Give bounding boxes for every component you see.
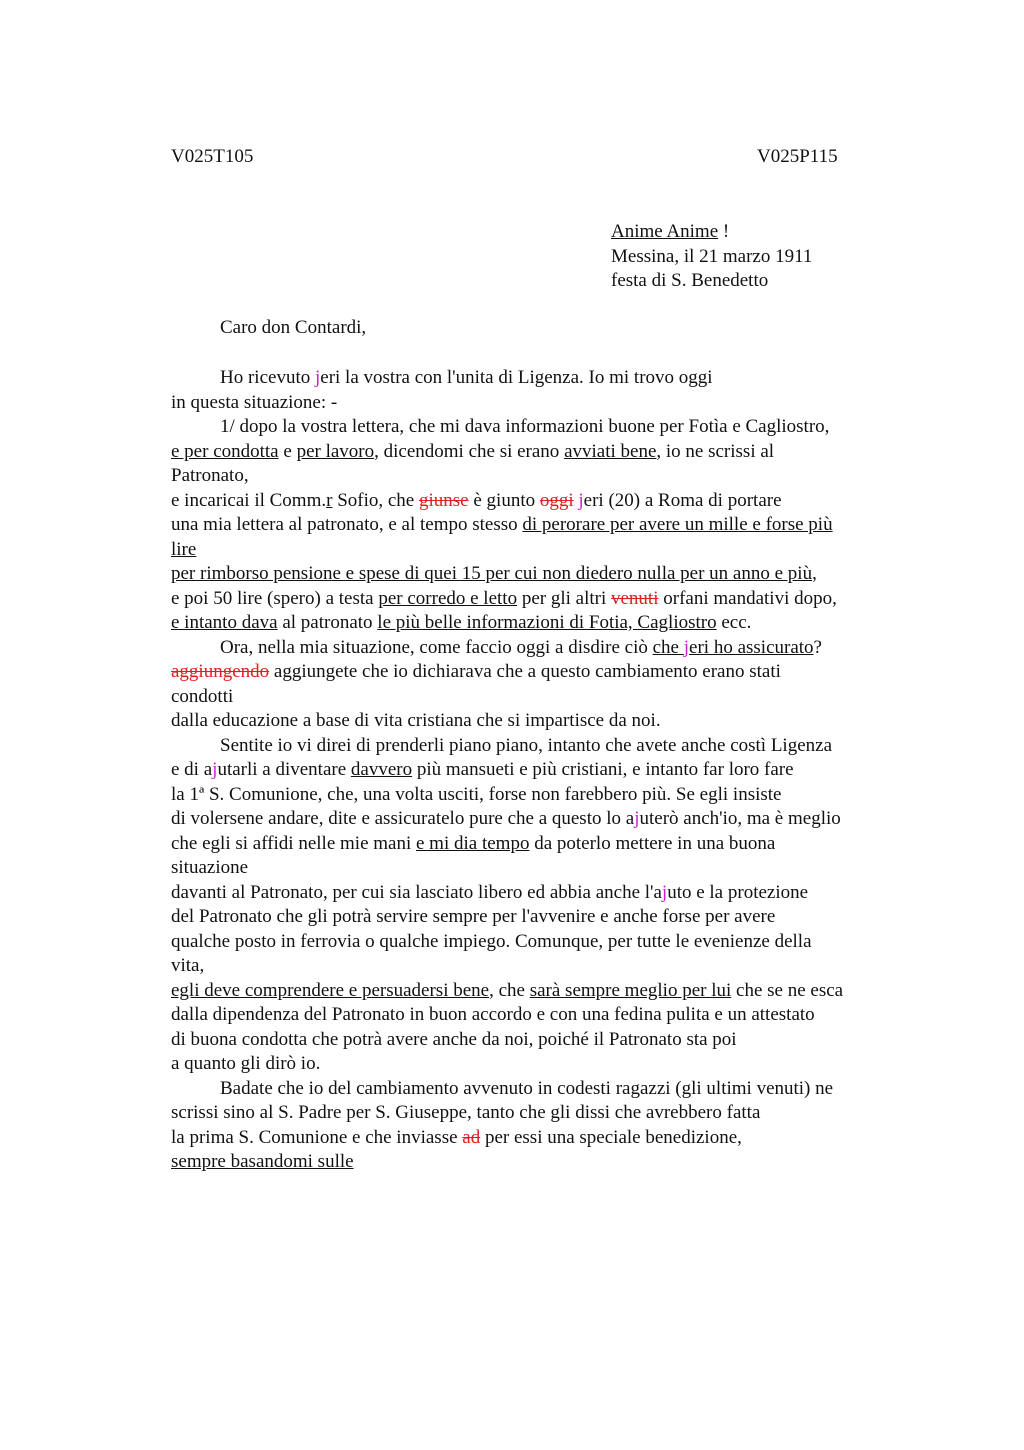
text-segment: Patronato,: [171, 465, 249, 486]
underlined-text: avviati bene: [564, 440, 657, 462]
text-segment: ,: [812, 563, 817, 584]
motto-suffix: !: [718, 221, 730, 242]
text-segment: in questa situazione: -: [171, 391, 338, 413]
letter-line: [171, 954, 911, 979]
letter-line: [171, 489, 911, 514]
salutation: Caro don Contardi,: [220, 317, 367, 338]
place-date: Messina, il 21 marzo 1911: [611, 245, 813, 267]
underlined-text: le più belle informazioni di Fotia, Cagliostro: [377, 612, 717, 633]
letter-line: [171, 905, 911, 930]
text-segment: che se ne esca: [731, 979, 844, 1001]
text-segment: e di a: [171, 759, 213, 780]
text-segment: utarli a diventare: [217, 759, 351, 780]
text-segment: , dicendomi che si erano: [374, 440, 565, 462]
underlined-text: eri ho assicurato: [689, 636, 814, 658]
motto: Anime Anime: [611, 221, 719, 242]
letter-line: [171, 979, 911, 1004]
letter-line: [171, 391, 911, 416]
text-segment: , che: [489, 979, 530, 1001]
letter-line: [171, 440, 911, 465]
text-segment: per essi una speciale benedizione,: [480, 1126, 742, 1148]
document-code-left: V025T105: [171, 146, 254, 167]
motto-line: [611, 220, 812, 245]
underlined-text: e mi dia tempo: [416, 832, 530, 854]
letter-line: [171, 660, 911, 685]
letter-line: [171, 807, 911, 832]
text-segment: del Patronato che gli potrà servire sempre per l'avvenire e anche forse per avere: [171, 906, 776, 927]
letter-line: [171, 930, 911, 955]
text-segment: a quanto gli dirò io.: [171, 1053, 321, 1074]
underlined-text: di perorare per avere un mille e forse più: [522, 514, 833, 535]
underlined-text: per lavoro: [296, 440, 375, 462]
text-segment: condotti: [171, 685, 234, 707]
text-segment: da poterlo mettere in una buona: [529, 832, 776, 854]
inserted-letter: j: [661, 881, 668, 903]
text-segment: la 1ª S. Comunione, che, una volta usciti, forse non farebbero più. Se egli insiste: [171, 783, 782, 805]
text-segment: ?: [813, 636, 822, 658]
text-segment: , io ne scrissi al: [656, 440, 775, 462]
letter-line: [171, 709, 911, 734]
underlined-text: r: [326, 489, 333, 511]
deleted-text: ad: [462, 1126, 481, 1148]
underlined-text: egli deve comprendere e persuadersi bene: [171, 979, 490, 1001]
inserted-letter: j: [314, 367, 321, 388]
letter-line: [171, 587, 911, 612]
text-segment: qualche posto in ferrovia o qualche impiego. Comunque, per tutte le evenienze della: [171, 930, 812, 952]
deleted-text: giunse: [419, 489, 469, 511]
text-segment: dalla dipendenza del Patronato in buon accordo e con una fedina pulita e un attestato: [171, 1004, 815, 1025]
letter-line: [171, 1101, 911, 1126]
letter-line: [171, 464, 911, 489]
underlined-text: e per condotta: [171, 440, 279, 462]
text-segment: per gli altri: [517, 587, 611, 609]
underlined-text: sempre basandomi sulle: [171, 1151, 354, 1172]
letter-line: [171, 1028, 911, 1053]
document-code-right: V025P115: [757, 146, 838, 167]
text-segment: orfani mandativi dopo,: [658, 587, 837, 609]
letter-body: [171, 366, 911, 1175]
underlined-text: per corredo e letto: [378, 587, 518, 609]
text-segment: al patronato: [277, 612, 378, 633]
underlined-text: sarà sempre meglio per lui: [529, 979, 732, 1001]
underlined-text: che: [652, 636, 684, 658]
inserted-letter: j: [683, 636, 690, 658]
text-segment: situazione: [171, 857, 249, 878]
inserted-letter: j: [634, 808, 640, 829]
inserted-letter: j: [578, 489, 584, 511]
inserted-letter: j: [212, 759, 218, 780]
letter-line: [171, 856, 911, 881]
text-segment: aggiungete che io dichiarava che a questo cambiamento erano stati: [269, 661, 781, 682]
text-segment: uterò anch'io, ma è meglio: [639, 808, 841, 829]
text-segment: eri (20) a Roma di portare: [583, 489, 782, 511]
text-segment: più mansueti e più cristiani, e intanto far loro fare: [412, 759, 794, 780]
text-segment: di volersene andare, dite e assicuratelo pure che a questo lo a: [171, 808, 635, 829]
text-segment: ecc.: [716, 612, 752, 633]
text-segment: che egli si affidi nelle mie mani: [171, 832, 416, 854]
letter-line: [171, 881, 911, 906]
text-segment: e: [278, 440, 297, 462]
text-segment: Ora, nella mia situazione, come faccio oggi a disdire ciò: [220, 636, 653, 658]
text-segment: vita,: [171, 955, 205, 976]
letter-line: [171, 758, 911, 783]
date-block: [611, 220, 812, 294]
text-segment: di buona condotta che potrà avere anche da noi, poiché il Patronato sta poi: [171, 1028, 737, 1050]
text-segment: e poi 50 lire (spero) a testa: [171, 587, 379, 609]
deleted-text: venuti: [611, 587, 659, 609]
text-segment: dalla educazione a base di vita cristiana che si impartisce da noi.: [171, 710, 661, 731]
deleted-text: aggiungendo: [171, 661, 270, 682]
letter-line: [171, 366, 911, 391]
text-segment: eri la vostra con l'unita di Ligenza. Io mi trovo oggi: [320, 367, 713, 388]
text-segment: uto e la protezione: [667, 881, 809, 903]
text-segment: e incaricai il Comm.: [171, 489, 327, 511]
letter-line: [171, 1052, 911, 1077]
deleted-text: oggi: [539, 489, 574, 511]
text-segment: Badate che io del cambiamento avvenuto in codesti ragazzi (gli ultimi venuti) ne: [220, 1077, 834, 1099]
feast-day: festa di S. Benedetto: [611, 270, 769, 291]
letter-line: [171, 415, 911, 440]
underlined-text: e intanto dava: [171, 612, 278, 633]
text-segment: è giunto: [468, 489, 540, 511]
letter-line: [171, 1126, 911, 1151]
underlined-text: lire: [171, 538, 197, 560]
letter-line: [171, 611, 911, 636]
text-segment: scrissi sino al S. Padre per S. Giuseppe, tanto che gli dissi che avrebbero fatta: [171, 1102, 761, 1123]
letter-line: [171, 685, 911, 710]
letter-line: [171, 562, 911, 587]
text-segment: 1/ dopo la vostra lettera, che mi dava informazioni buone per Fotìa e Cagliostro,: [220, 416, 830, 437]
text-segment: una mia lettera al patronato, e al tempo stesso: [171, 514, 523, 535]
underlined-text: davvero: [350, 759, 413, 780]
underlined-text: per rimborso pensione e spese di quei 15 per cui non diedero nulla per un anno e più: [171, 563, 813, 584]
text-segment: Ho ricevuto: [220, 367, 315, 388]
letter-line: [171, 538, 911, 563]
letter-line: [171, 1150, 911, 1175]
letter-line: [171, 783, 911, 808]
text-segment: la prima S. Comunione e che inviasse: [171, 1126, 463, 1148]
text-segment: Sofio, che: [332, 489, 419, 511]
letter-line: [171, 1003, 911, 1028]
letter-line: [171, 636, 911, 661]
text-segment: davanti al Patronato, per cui sia lasciato libero ed abbia anche l'a: [171, 881, 662, 903]
letter-line: [171, 734, 911, 759]
letter-line: [171, 1077, 911, 1102]
letter-line: [171, 513, 911, 538]
letter-line: [171, 832, 911, 857]
text-segment: Sentite io vi direi di prenderli piano piano, intanto che avete anche costì Ligenza: [220, 734, 833, 756]
